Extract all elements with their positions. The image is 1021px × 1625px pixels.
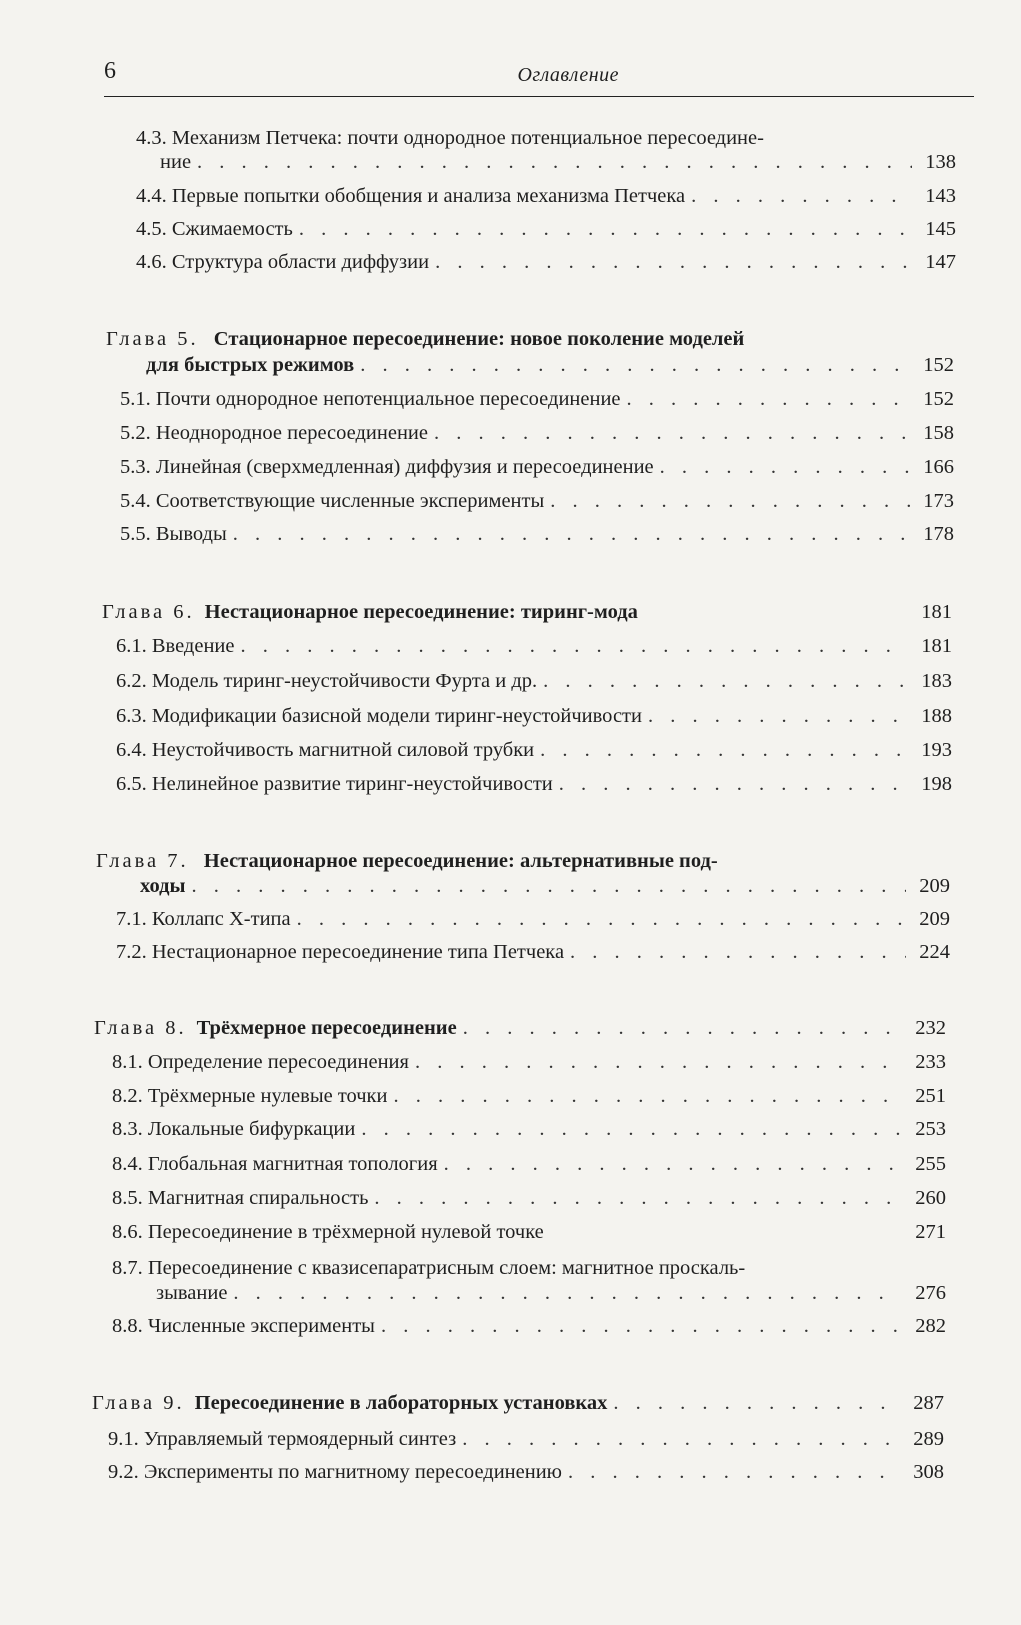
leader-dots bbox=[550, 489, 910, 513]
section-title: Модель тиринг-неустойчивости Фурта и др. bbox=[151, 670, 538, 692]
section-title: Численные эксперименты bbox=[147, 1315, 375, 1337]
page-ref: 193 bbox=[921, 739, 952, 761]
toc-entry-5-4 bbox=[120, 489, 954, 513]
leader-dots bbox=[197, 150, 912, 174]
toc-entry-5-1 bbox=[120, 387, 954, 411]
chapter-title: Стационарное пересоединение: новое поколение моделей bbox=[213, 328, 745, 350]
leader-dots bbox=[374, 1186, 902, 1210]
section-title: Пересоединение в трёхмерной нулевой точке bbox=[147, 1221, 544, 1243]
chapter-7-heading bbox=[96, 849, 718, 873]
section-number: 8.7. bbox=[112, 1257, 143, 1279]
leader-dots bbox=[627, 387, 910, 411]
toc-entry-9-1 bbox=[108, 1427, 944, 1451]
toc-entry-4-3-cont bbox=[160, 150, 956, 174]
toc-entry-8-7-cont bbox=[156, 1281, 946, 1305]
page-ref: 308 bbox=[913, 1461, 944, 1483]
section-number: 6.2. bbox=[116, 670, 147, 692]
section-number: 4.6. bbox=[136, 251, 167, 273]
toc-entry-8-4 bbox=[112, 1152, 946, 1176]
section-title: Модификации базисной модели тиринг-неустойчивости bbox=[151, 705, 642, 727]
section-number: 4.5. bbox=[136, 218, 167, 240]
section-title: Неоднородное пересоединение bbox=[155, 422, 428, 444]
page-ref: 198 bbox=[921, 773, 952, 795]
leader-dots bbox=[435, 250, 912, 274]
chapter-8-heading bbox=[94, 1016, 946, 1040]
section-number: 6.5. bbox=[116, 773, 147, 795]
section-number: 8.6. bbox=[112, 1221, 143, 1243]
chapter-label: Глава 9. bbox=[92, 1392, 185, 1414]
toc-entry-4-4 bbox=[136, 184, 956, 208]
section-title: Глобальная магнитная топология bbox=[147, 1153, 438, 1175]
page-ref: 166 bbox=[923, 456, 954, 478]
section-title: Неустойчивость магнитной силовой трубки bbox=[151, 739, 535, 761]
page-ref: 143 bbox=[925, 185, 956, 207]
section-title: Структура области диффузии bbox=[171, 251, 430, 273]
page-ref: 152 bbox=[923, 354, 954, 376]
page-ref: 282 bbox=[915, 1315, 946, 1337]
leader-dots bbox=[415, 1050, 902, 1074]
chapter-label: Глава 5. bbox=[106, 328, 199, 350]
section-number: 5.1. bbox=[120, 388, 151, 410]
leader-dots bbox=[568, 1460, 900, 1484]
toc-entry-8-2 bbox=[112, 1084, 946, 1108]
section-title: Управляемый термоядерный синтез bbox=[143, 1428, 457, 1450]
leader-dots bbox=[233, 522, 910, 546]
section-title: Соответствующие численные эксперименты bbox=[155, 490, 545, 512]
toc-entry-8-8 bbox=[112, 1314, 946, 1338]
page-ref: 145 bbox=[925, 218, 956, 240]
leader-dots bbox=[381, 1314, 902, 1338]
section-number: 8.5. bbox=[112, 1187, 143, 1209]
leader-dots bbox=[192, 874, 906, 898]
leader-dots bbox=[660, 455, 910, 479]
page-ref: 209 bbox=[919, 908, 950, 930]
section-title: Локальные бифуркации bbox=[147, 1118, 356, 1140]
leader-dots bbox=[297, 907, 906, 931]
section-number: 9.1. bbox=[108, 1428, 139, 1450]
page-ref: 260 bbox=[915, 1187, 946, 1209]
toc-entry-8-1 bbox=[112, 1050, 946, 1074]
leader-dots bbox=[233, 1281, 902, 1305]
page-ref: 232 bbox=[915, 1017, 946, 1039]
section-title: Эксперименты по магнитному пересоединению bbox=[143, 1461, 562, 1483]
page-ref: 152 bbox=[923, 388, 954, 410]
toc-entry-8-3 bbox=[112, 1117, 946, 1141]
leader-dots bbox=[648, 704, 908, 728]
section-title: Определение пересоединения bbox=[147, 1051, 409, 1073]
chapter-title-cont: для быстрых режимов bbox=[146, 354, 355, 376]
chapter-7-heading-cont bbox=[140, 874, 950, 898]
section-number: 5.5. bbox=[120, 523, 151, 545]
page-ref: 287 bbox=[913, 1392, 944, 1414]
page-ref: 271 bbox=[915, 1221, 946, 1243]
toc-entry-4-5 bbox=[136, 217, 956, 241]
chapter-5-heading bbox=[106, 327, 744, 351]
page-ref: 255 bbox=[915, 1153, 946, 1175]
toc-entry-5-3 bbox=[120, 455, 954, 479]
leader-dots bbox=[434, 421, 910, 445]
toc-entry-9-2 bbox=[108, 1460, 944, 1484]
toc-entry-8-6 bbox=[112, 1220, 946, 1244]
page-ref: 253 bbox=[915, 1118, 946, 1140]
section-title: Коллапс X-типа bbox=[151, 908, 291, 930]
page-ref: 188 bbox=[921, 705, 952, 727]
section-number: 9.2. bbox=[108, 1461, 139, 1483]
section-title: Первые попытки обобщения и анализа механизма Петчека bbox=[171, 185, 686, 207]
leader-dots bbox=[570, 940, 906, 964]
section-title: Почти однородное непотенциальное пересоединение bbox=[155, 388, 621, 410]
leader-dots bbox=[559, 772, 908, 796]
chapter-label: Глава 6. bbox=[102, 601, 195, 623]
leader-dots bbox=[463, 1016, 902, 1040]
section-title: Трёхмерные нулевые точки bbox=[147, 1085, 388, 1107]
toc-entry-7-1 bbox=[116, 907, 950, 931]
section-number: 5.4. bbox=[120, 490, 151, 512]
toc-entry-6-3 bbox=[116, 704, 952, 728]
running-title: Оглавление bbox=[517, 64, 619, 86]
toc-entry-6-5 bbox=[116, 772, 952, 796]
toc-entry-6-2 bbox=[116, 669, 952, 693]
leader-dots bbox=[299, 217, 912, 241]
section-title: Пересоединение с квазисепаратрисным слоем: магнитное проскаль- bbox=[147, 1257, 746, 1279]
section-number: 6.3. bbox=[116, 705, 147, 727]
section-number: 8.3. bbox=[112, 1118, 143, 1140]
section-title-cont: ние bbox=[160, 151, 192, 173]
section-title: Магнитная спиральность bbox=[147, 1187, 369, 1209]
section-number: 4.4. bbox=[136, 185, 167, 207]
page-ref: 147 bbox=[925, 251, 956, 273]
toc-entry-8-7 bbox=[112, 1256, 745, 1280]
section-number: 8.8. bbox=[112, 1315, 143, 1337]
page-ref: 138 bbox=[925, 151, 956, 173]
leader-dots bbox=[360, 353, 910, 377]
toc-entry-7-2 bbox=[116, 940, 950, 964]
page-ref: 276 bbox=[915, 1282, 946, 1304]
leader-dots bbox=[462, 1427, 900, 1451]
section-number: 5.2. bbox=[120, 422, 151, 444]
toc-entry-6-4 bbox=[116, 738, 952, 762]
toc-entry-4-3 bbox=[136, 126, 764, 150]
chapter-title: Нестационарное пересоединение: альтернативные под- bbox=[203, 850, 718, 872]
section-title: Нелинейное развитие тиринг-неустойчивости bbox=[151, 773, 553, 795]
leader-dots bbox=[444, 1152, 902, 1176]
section-title: Нестационарное пересоединение типа Петчека bbox=[151, 941, 565, 963]
toc-entry-5-5 bbox=[120, 522, 954, 546]
section-title: Введение bbox=[151, 635, 235, 657]
page-ref: 158 bbox=[923, 422, 954, 444]
page-ref: 251 bbox=[915, 1085, 946, 1107]
leader-dots bbox=[393, 1084, 902, 1108]
leader-dots bbox=[241, 634, 908, 658]
leader-dots bbox=[543, 669, 908, 693]
page-ref: 209 bbox=[919, 875, 950, 897]
leader-dots bbox=[691, 184, 912, 208]
section-title: Линейная (сверхмедленная) диффузия и пересоединение bbox=[155, 456, 654, 478]
page-ref: 181 bbox=[921, 635, 952, 657]
page-ref: 289 bbox=[913, 1428, 944, 1450]
toc-entry-8-5 bbox=[112, 1186, 946, 1210]
chapter-title-cont: ходы bbox=[140, 875, 186, 897]
chapter-9-heading bbox=[92, 1391, 944, 1415]
chapter-title: Пересоединение в лабораторных установках bbox=[194, 1392, 608, 1414]
toc-entry-4-6 bbox=[136, 250, 956, 274]
page-number: 6 bbox=[104, 58, 116, 84]
chapter-title: Трёхмерное пересоединение bbox=[196, 1017, 457, 1039]
page-ref: 183 bbox=[921, 670, 952, 692]
page-ref: 233 bbox=[915, 1051, 946, 1073]
leader-dots bbox=[613, 1391, 900, 1415]
page-ref: 173 bbox=[923, 490, 954, 512]
section-number: 8.2. bbox=[112, 1085, 143, 1107]
page-ref: 224 bbox=[919, 941, 950, 963]
section-number: 6.1. bbox=[116, 635, 147, 657]
toc-entry-5-2 bbox=[120, 421, 954, 445]
section-number: 7.1. bbox=[116, 908, 147, 930]
section-number: 4.3. bbox=[136, 127, 167, 149]
section-title: Сжимаемость bbox=[171, 218, 293, 240]
page-ref: 178 bbox=[923, 523, 954, 545]
page-ref: 181 bbox=[921, 601, 952, 623]
chapter-6-heading bbox=[102, 600, 952, 624]
section-number: 7.2. bbox=[116, 941, 147, 963]
section-title-cont: зывание bbox=[156, 1282, 228, 1304]
chapter-label: Глава 7. bbox=[96, 850, 189, 872]
leader-dots bbox=[361, 1117, 902, 1141]
chapter-title: Нестационарное пересоединение: тиринг-мода bbox=[204, 601, 638, 623]
chapter-5-heading-cont bbox=[146, 353, 954, 377]
leader-dots bbox=[540, 738, 908, 762]
section-number: 6.4. bbox=[116, 739, 147, 761]
section-title: Механизм Петчека: почти однородное потенциальное пересоедине- bbox=[171, 127, 764, 149]
chapter-label: Глава 8. bbox=[94, 1017, 187, 1039]
toc-entry-6-1 bbox=[116, 634, 952, 658]
section-number: 5.3. bbox=[120, 456, 151, 478]
section-title: Выводы bbox=[155, 523, 227, 545]
section-number: 8.1. bbox=[112, 1051, 143, 1073]
section-number: 8.4. bbox=[112, 1153, 143, 1175]
